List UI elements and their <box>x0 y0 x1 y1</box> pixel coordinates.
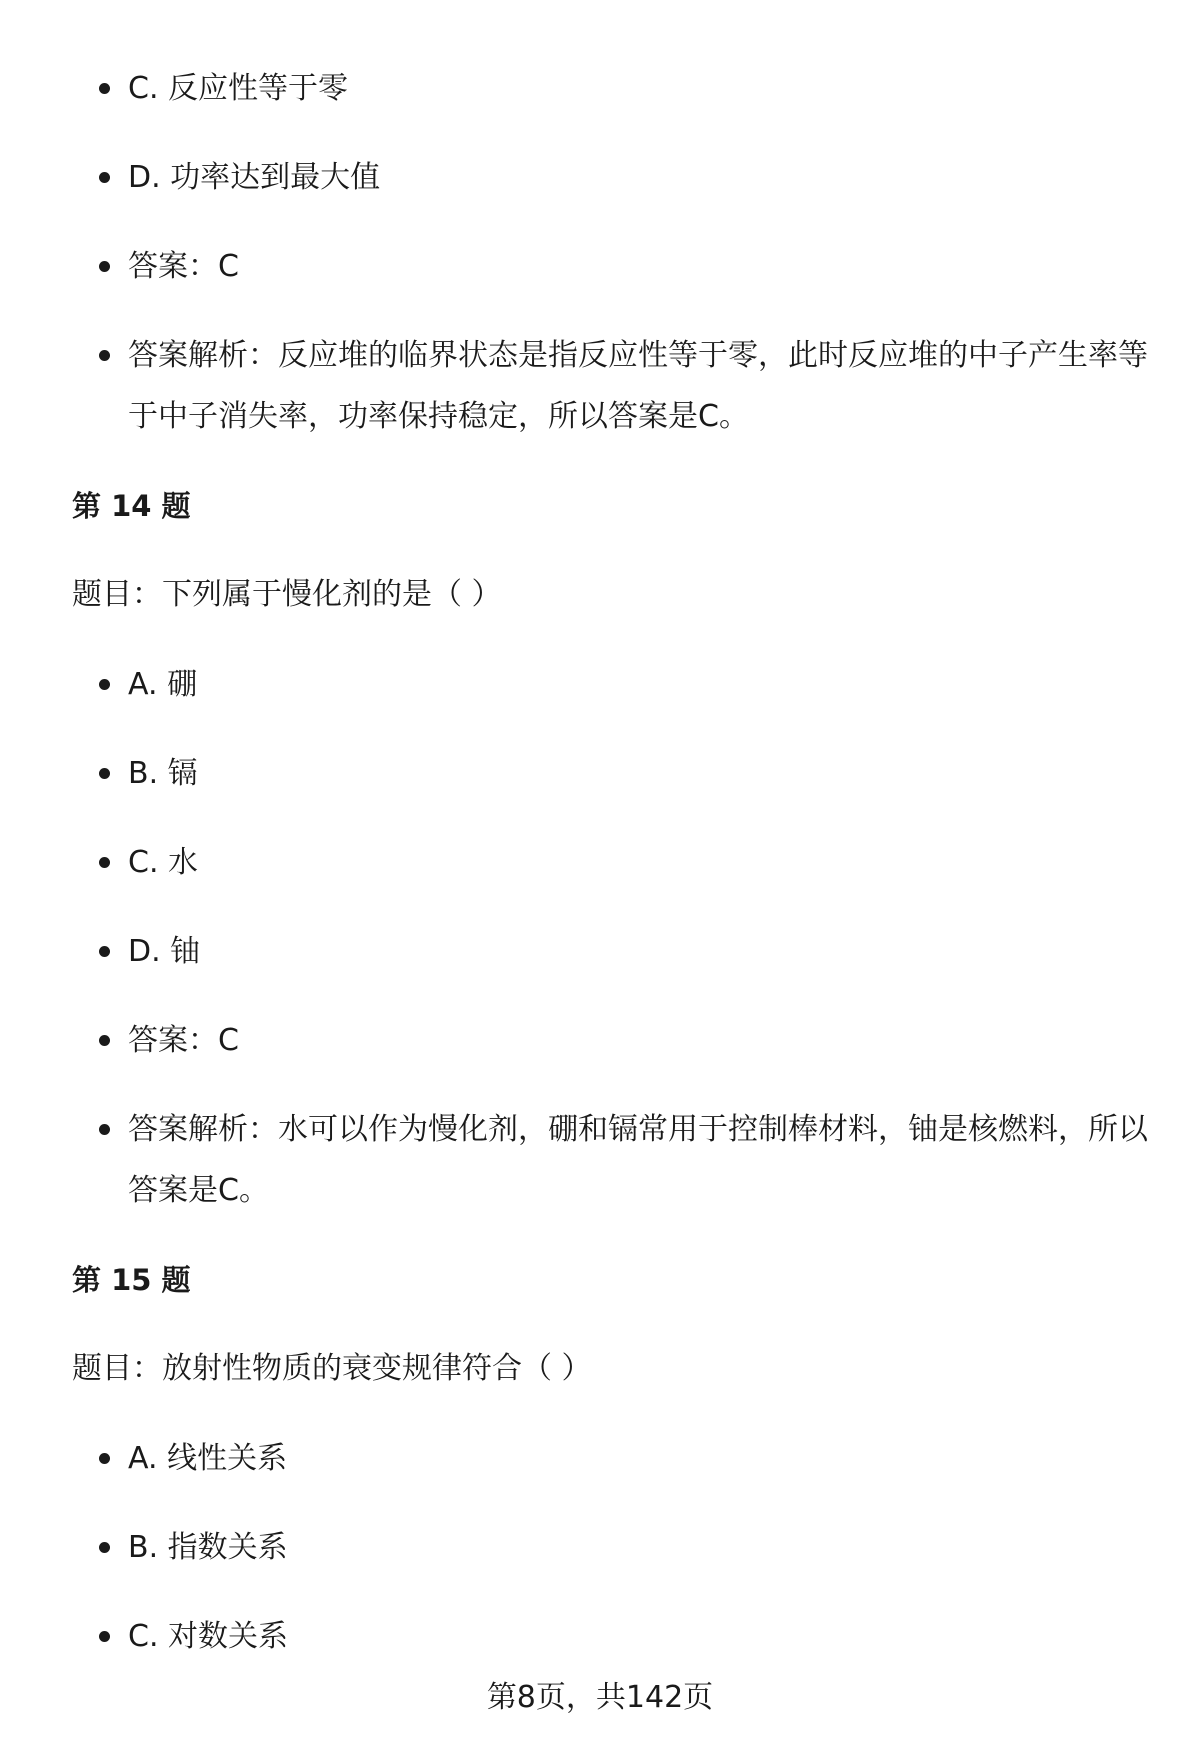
q14-option-b: B. 镉 <box>128 743 1148 804</box>
q14-option-d: D. 铀 <box>128 921 1148 982</box>
q14-answer: 答案：C <box>128 1010 1148 1071</box>
q14-option-a: A. 硼 <box>128 654 1148 715</box>
q15-option-a: A. 线性关系 <box>128 1428 1148 1489</box>
q14-heading: 第 14 题 <box>72 489 191 523</box>
q14-option-c: C. 水 <box>128 832 1148 893</box>
q13-option-d: D. 功率达到最大值 <box>128 147 1148 208</box>
q13-option-c: C. 反应性等于零 <box>128 58 1148 119</box>
q15-option-b: B. 指数关系 <box>128 1517 1148 1578</box>
q14-analysis: 答案解析：水可以作为慢化剂，硼和镉常用于控制棒材料，铀是核燃料，所以答案是C。 <box>128 1099 1148 1221</box>
page-indicator: 第8页，共142页 <box>486 1680 714 1715</box>
q14-question: 题目：下列属于慢化剂的是（ ） <box>72 577 502 612</box>
q15-option-c: C. 对数关系 <box>128 1606 1148 1667</box>
q15-question: 题目：放射性物质的衰变规律符合（ ） <box>72 1351 592 1386</box>
q13-answer: 答案：C <box>128 236 1148 297</box>
q15-heading: 第 15 题 <box>72 1263 191 1297</box>
q13-analysis: 答案解析：反应堆的临界状态是指反应性等于零，此时反应堆的中子产生率等于中子消失率，功率保持稳定，所以答案是C。 <box>128 325 1148 447</box>
